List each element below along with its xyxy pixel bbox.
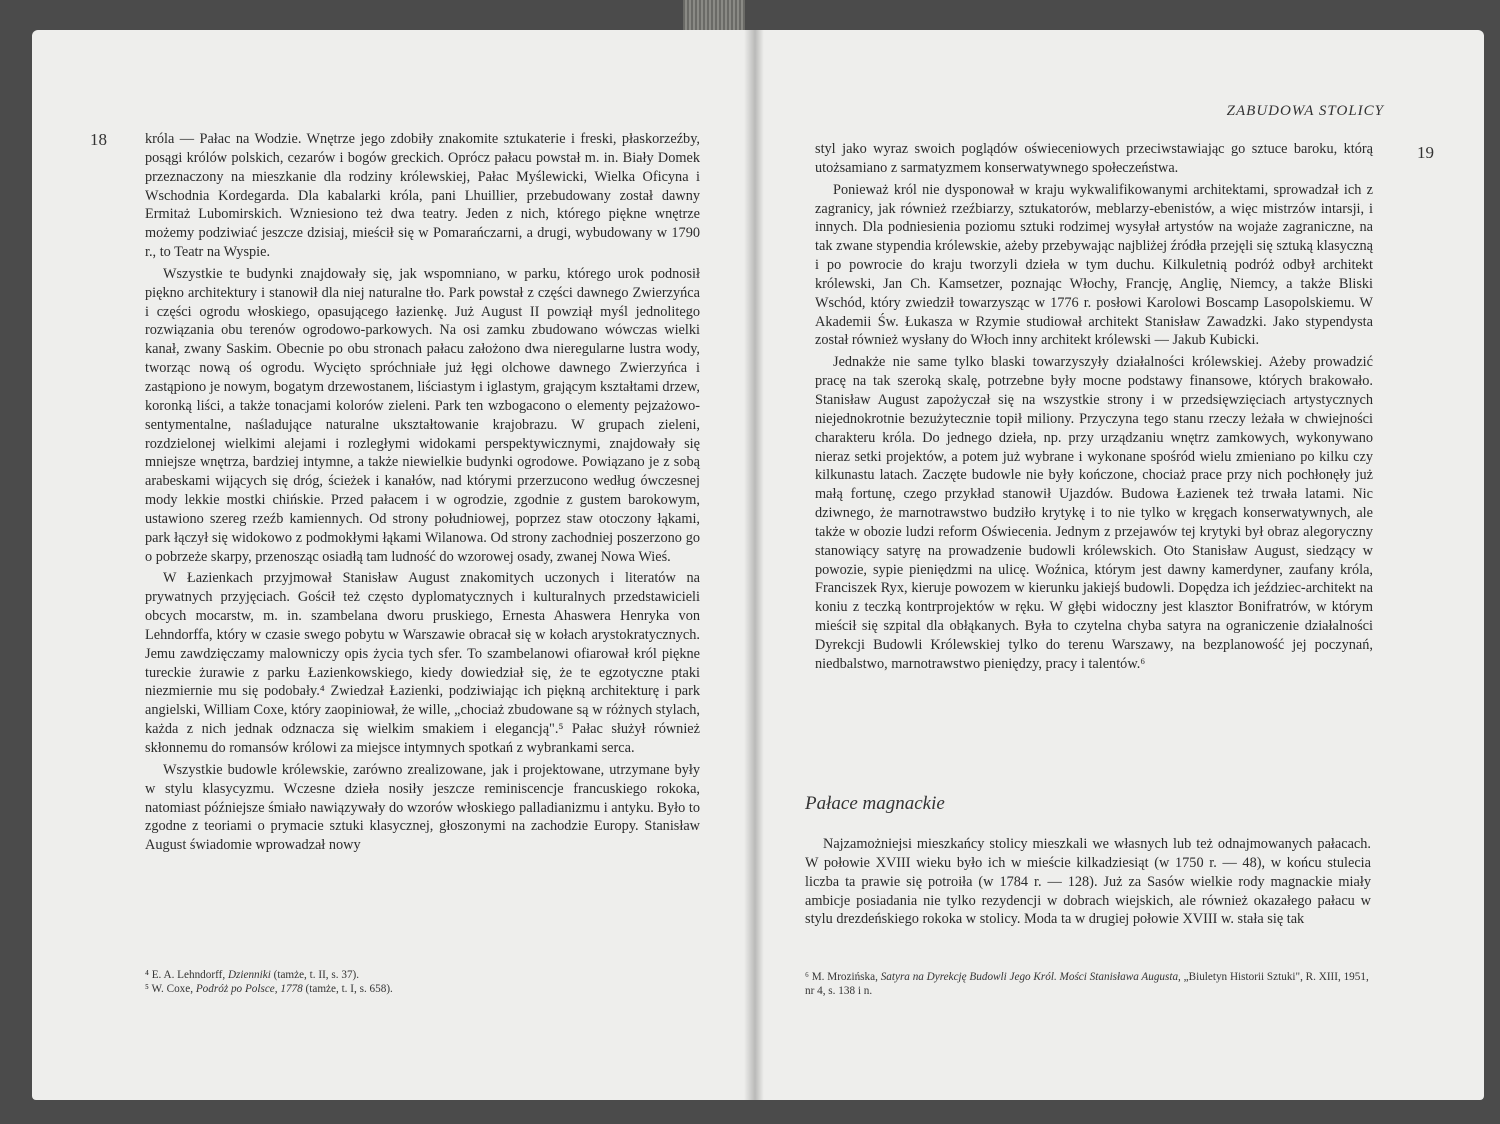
footnote: ⁴ E. A. Lehndorff, Dzienniki (tamże, t. II, s. 37). — [145, 969, 360, 981]
left-body-text — [145, 130, 700, 855]
paragraph: Najzamożniejsi mieszkańcy stolicy mieszkali we własnych lub też odnajmowanych pałacach. W połowie XVIII wieku było ich w mieście kilkadziesiąt (w 1750 r. — 48), w końcu stulecia liczba ta prawie się potroiła (w 1784 r. — 128). Już za Sasów wielkie rody magnackie miały ambicje posiadania nie tylko rezydencji w dobrach wiejskich, ale również okazałego pałacu w stylu drezdeńskiego rokoka w stolicy. Moda ta w drugiej połowie XVIII w. stała się tak — [805, 836, 1371, 928]
paragraph: Jednakże nie same tylko blaski towarzyszyły działalności królewskiej. Ażeby prowadzić pracę na tak szeroką skalę, potrzebne były mocne podstawy finansowe, których brakowało. Stanisław August zapożyczał się na wszystkie strony i w przedsięwzięciach artystycznych niejednokrotnie bezużytecznie topił miliony. Przyczyna tego stanu rzeczy leżała w chwiejności charakteru króla. Do jednego dzieła, np. przy urządzaniu wnętrz zamkowych, wykonywano nieraz setki projektów, a potem już wybrane i wykonane spośród wielu zmieniano po kilku czy kilkunastu latach. Zaczęte budowle nie były kończone, chociaż prace przy nich pochłonęły już małą fortunę, czego przykład stanowił Ujazdów. Budowa Łazienek też trwała latami. Nic dziwnego, że marnotrawstwo budziło krytykę i to nie tylko w kręgach konserwatywnych, ale także w obozie ludzi reform Oświecenia. Jednym z przejawów tej krytyki był obraz alegoryczny stanowiący satyrę na prowadzenie budowli królewskich. Oto Stanisław August, siedzący w powozie, sypie pieniędzmi na ulicę. Woźnica, którym jest dawny kamerdyner, zaufany króla, Franciszek Ryx, kieruje powozem w kierunku jakiejś budowli. Dopędza ich jeździec-architekt na koniu z teczką kontrprojektów w ręku. W głębi widoczny jest klasztor Bonifratrów, w którym mieścił się szpital dla obłąkanych. Była to czytelna chyba satyra na ograniczenie działalności Dyrekcji Budowli Królewskiej tylko do terenu Warszawy, na bezplanowość jej poczynań, niedbalstwo, marnotrawstwo pieniędzy, pracy i talentów.⁶ — [815, 354, 1373, 672]
left-footnotes — [145, 968, 700, 996]
footnote: ⁵ W. Coxe, Podróż po Polsce, 1778 (tamże, t. I, s. 658). — [145, 983, 393, 995]
section-body-text — [805, 835, 1371, 929]
paragraph: W Łazienkach przyjmował Stanisław August znakomitych uczonych i literatów na prywatnych przyjęciach. Gościł też często dyplomatycznych i kulturalnych przedstawicieli obcych mocarstw, m. in. szambelana dworu pruskiego, Ernesta Ahaswera Henryka von Lehndorffa, który w czasie swego pobytu w Warszawie obracał się w kołach arystokratycznych. Jemu zawdzięczamy malowniczy opis życia tych sfer. To szambelanowi ofiarował król piękne tureckie żurawie z parku Łazienkowskiego, kiedy dowiedział się, że te egzotyczne ptaki niezmiernie mu się podobały.⁴ Zwiedzał Łazienki, podziwiając ich piękną architekturę i park angielski, William Coxe, który zaopiniował, że wille, „chociaż zbudowane są w różnych stylach, każda z nich jednak odznacza się wielkim smakiem i elegancją".⁵ Pałac służył również skłonnemu do romansów królowi za miejsce intymnych spotkań z wybrankami serca. — [145, 570, 700, 756]
paragraph: Wszystkie budowle królewskie, zarówno zrealizowane, jak i projektowane, utrzymane były w stylu klasycyzmu. Wczesne dzieła nosiły jeszcze reminiscencje francuskiego rokoka, natomiast późniejsze śmiało nawiązywały do wzorów włoskiego palladianizmu i antyku. Było to zgodne z teoriami o prymacie sztuki klasycznej, głoszonymi na zachodzie Europy. Stanisław August świadomie wprowadzał nowy — [145, 761, 700, 854]
book-spine — [744, 30, 764, 1100]
page-number-left: 18 — [90, 130, 107, 149]
paragraph: króla — Pałac na Wodzie. Wnętrze jego zdobiły znakomite sztukaterie i freski, płaskorzeźby, posągi królów polskich, cezarów i bogów greckich. Oprócz pałacu powstał m. in. Biały Domek przeznaczony na mieszkanie dla rodziny królewskiej, Pałac Myślewicki, Wielka Oficyna i Wschodnia Kordegarda. Dla kabalarki króla, pani Lhuillier, przebudowany został dawny Ermitaż Lubomirskich. Wzniesiono też dwa teatry. Jeden z nich, którego piękne wnętrze możemy podziwiać jeszcze dzisiaj, mieścił się w Pomarańczarni, a drugi, wybudowany w 1790 r., to Teatr na Wyspie. — [145, 131, 700, 261]
section-heading: Pałace magnackie — [805, 793, 945, 814]
footnote: ⁶ M. Mrozińska, Satyra na Dyrekcję Budowli Jego Król. Mości Stanisława Augusta, „Biuletyn Historii Sztuki", R. XIII, 1951, nr 4, s. 138 i n. — [805, 971, 1369, 997]
running-head: ZABUDOWA STOLICY — [1226, 103, 1384, 119]
paragraph: Ponieważ król nie dysponował w kraju wykwalifikowanymi architektami, sprowadzał ich z zagranicy, jak również rzeźbiarzy, sztukatorów, meblarzy-ebenistów, a więc mistrzów intarsji, i innych. Dla podniesienia poziomu sztuki rodzimej wysyłał artystów na wojaże zagraniczne, na tak zwane stypendia królewskie, ażeby przebywając najbliżej źródła przejęli się sztuką klasyczną i po powrocie do kraju tworzyli dzieła w tym duchu. Kilkuletnią podróż odbył architekt królewski, Jan Ch. Kamsetzer, poznając Włochy, Francję, Anglię, Niemcy, a także Bliski Wschód, który zwiedził towarzysząc w 1776 r. posłowi Karolowi Boscamp Lasopolskiemu. W Akademii Św. Łukasza w Rzymie studiował architekt Stanisław Zawadzki. Jako stypendysta został również wysłany do Włoch inny architekt królewski — Jakub Kubicki. — [815, 181, 1373, 349]
right-body-text — [815, 140, 1373, 674]
right-footnotes — [805, 970, 1371, 998]
paragraph: Wszystkie te budynki znajdowały się, jak wspomniano, w parku, którego urok podnosił piękno architektury i stanowił dla niej naturalne tło. Park powstał z części dawnego Zwierzyńca i części ogrodu włoskiego, opasującego łazienkę. Już August II powziął myśl jednolitego rozwiązania obu terenów ogrodowo-parkowych. Na osi zamku zbudowano wówczas wielki kanał, zwany Saskim. Obecnie po obu stronach pałacu założono dwa nieregularne lustra wody, tworząc nową oś ogrodu. Wycięto spróchniałe już łęgi olchowe dawnego Zwierzyńca i zastąpiono je nowym, bogatym drzewostanem, liściastym i iglastym, grającym kształtami drzew, koronką liści, a także tonacjami kolorów zieleni. Park ten wzbogacono o elementy pejzażowo-sentymentalne, naśladujące naturalne ukształtowanie krajobrazu. W grupach zieleni, rozdzielonej wielkimi alejami i rozległymi widokami perspektywicznymi, znajdowały się mniejsze wnętrza, bardziej intymne, a także niewielkie budynki ogrodowe. Powiązano je z sobą arabeskami wijących się dróg, ścieżek i kanałów, nad którymi przerzucono według ówczesnej mody lekkie mostki chińskie. Przed pałacem i w ogrodzie, zgodnie z gustem barokowym, ustawiono szereg rzeźb kamiennych. Od strony południowej, poprzez staw otoczony łąkami, park łączył się widokowo z podmokłymi łąkami Wilanowa. Od strony zachodniej poszerzono go o pobrzeże skarpy, przenosząc osiadłą tam ludność do wzorowej osady, zwanej Nowa Wieś. — [145, 265, 700, 565]
binding-strip — [683, 0, 745, 34]
page-number-right: 19 — [1417, 143, 1434, 162]
paragraph: styl jako wyraz swoich poglądów oświeceniowych przeciwstawiając go sztuce baroku, którą utożsamiano z sarmatyzmem konserwatywnego społeczeństwa. — [815, 141, 1373, 176]
